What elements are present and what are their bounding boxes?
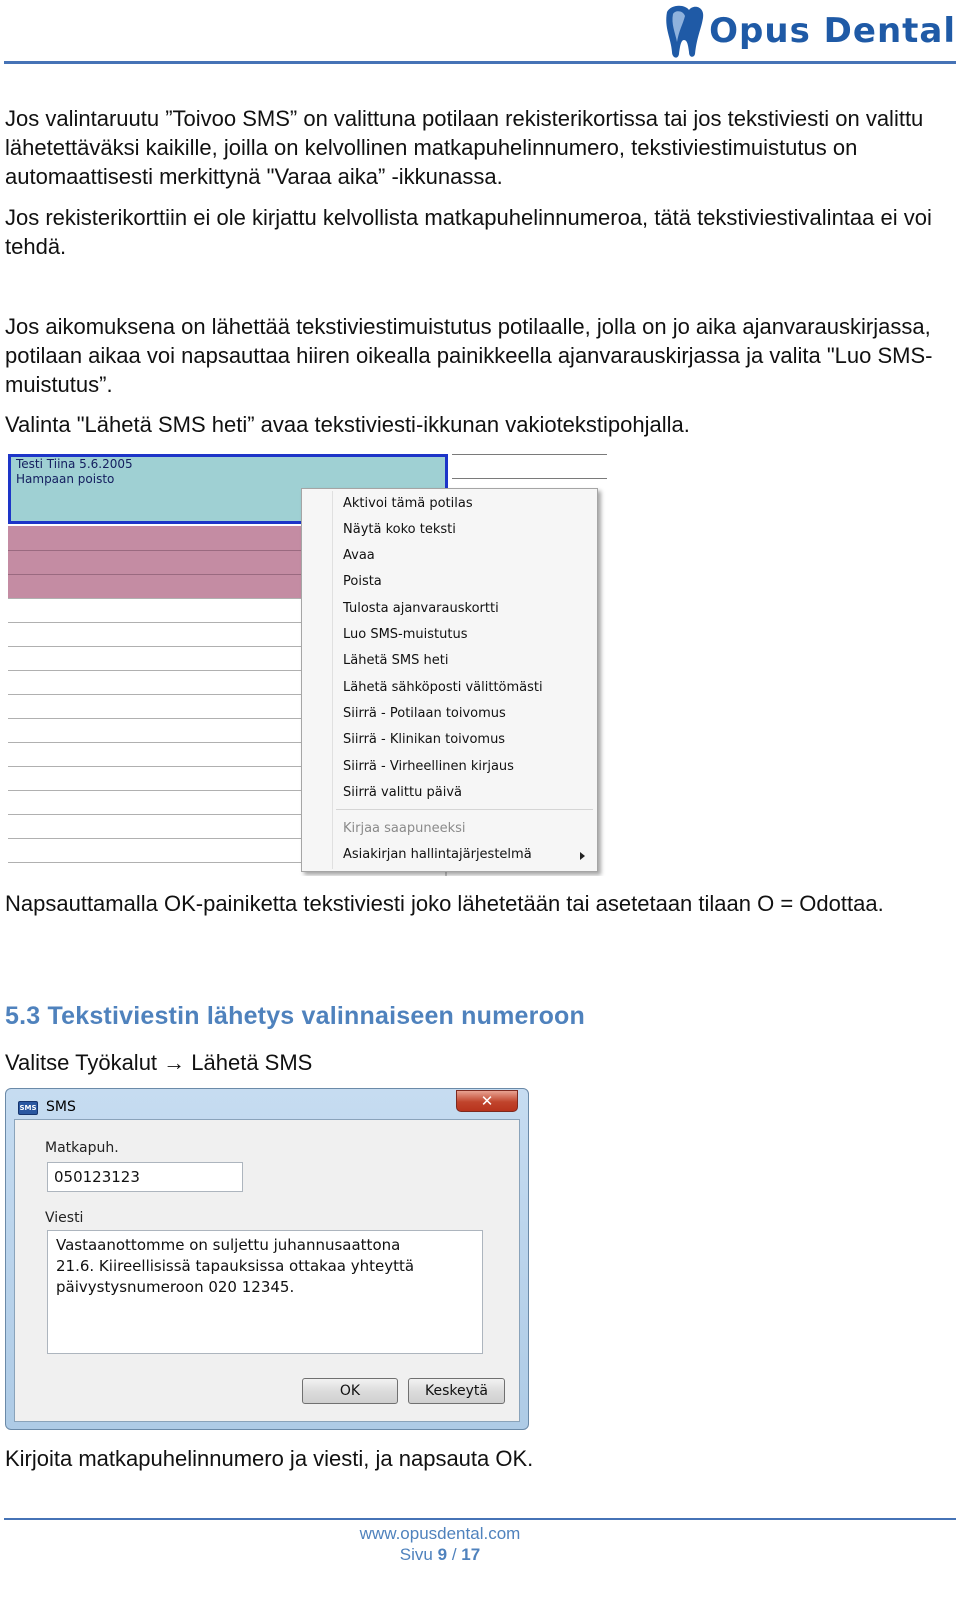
sms-app-icon: SMS — [18, 1101, 38, 1115]
phone-input[interactable] — [47, 1162, 243, 1192]
brand-logo — [661, 2, 956, 60]
page-number — [0, 1545, 880, 1565]
paragraph-sms-checkbox: Jos valintaruutu ”Toivoo SMS” on valittuna potilaan rekisterikortissa tai jos tekstiviesti on valittu lähetettäväksi kaikille, joilla on kelvollinen matkapuhelinnumero, tekstiviestimuistutus on automaattisesti merkittynä "Varaa aika” -ikkunassa. — [5, 106, 924, 189]
paragraph-ok-button: Napsauttamalla OK-painiketta tekstiviesti joko lähetetään tai asetetaan tilaan O = Odottaa. — [5, 891, 884, 916]
menu-item-activate-patient[interactable]: Aktivoi tämä potilas — [343, 496, 473, 511]
total-pages: 17 — [461, 1545, 481, 1564]
menu-item-print-card[interactable]: Tulosta ajanvarauskortti — [343, 601, 499, 616]
message-label: Viesti — [45, 1210, 84, 1226]
menu-item-document-management[interactable]: Asiakirjan hallintajärjestelmä — [343, 847, 532, 862]
paragraph-right-click: Jos aikomuksena on lähettää tekstiviestimuistutus potilaalle, jolla on jo aika ajanvarauskirjassa, potilaan aikaa voi napsauttaa hiiren oikealla painikkeella ajanvarauskirjassa ja valita "Luo SMS-muistutus”. — [5, 314, 933, 397]
sms-dialog — [5, 1088, 529, 1430]
calendar-row — [452, 478, 607, 479]
page-separator: / — [451, 1545, 457, 1564]
appointment-patient: Testi Tiina 5.6.2005 — [16, 457, 133, 471]
message-textarea[interactable]: Vastaanottomme on suljettu juhannusaattona 21.6. Kiireellisissä tapauksissa ottakaa yhteyttä päivystysnumeroon 020 12345. — [47, 1230, 483, 1354]
ok-button[interactable]: OK — [302, 1378, 398, 1404]
menu-item-send-sms-now[interactable]: Lähetä SMS heti — [343, 653, 449, 668]
menu-item-delete[interactable]: Poista — [343, 574, 382, 589]
close-button[interactable]: ✕ — [456, 1090, 518, 1112]
footer-url[interactable]: www.opusdental.com — [359, 1524, 521, 1543]
footer-rule — [4, 1518, 956, 1520]
menu-icon-gutter — [332, 491, 333, 869]
menu-item-move-clinic-request[interactable]: Siirrä - Klinikan toivomus — [343, 732, 506, 747]
header-rule — [4, 61, 956, 64]
dialog-body — [14, 1119, 520, 1422]
menu-item-mark-arrived: Kirjaa saapuneeksi — [343, 821, 466, 836]
calendar-screenshot — [5, 454, 620, 876]
tooth-icon — [661, 2, 707, 60]
menu-item-move-wrong-entry[interactable]: Siirrä - Virheellinen kirjaus — [343, 759, 514, 774]
menu-item-open[interactable]: Avaa — [343, 548, 375, 563]
page-header — [0, 0, 960, 66]
phone-label: Matkapuh. — [45, 1140, 119, 1156]
menu-item-show-full-text[interactable]: Näytä koko teksti — [343, 522, 456, 537]
brand-name: Opus Dental — [709, 11, 956, 51]
menu-item-create-sms-reminder[interactable]: Luo SMS-muistutus — [343, 627, 468, 642]
appointment-procedure: Hampaan poisto — [16, 472, 115, 486]
cancel-button[interactable]: Keskeytä — [408, 1378, 505, 1404]
current-page: 9 — [437, 1545, 448, 1564]
paragraph-send-now: Valinta "Lähetä SMS heti” avaa tekstiviesti-ikkunan vakiotekstipohjalla. — [5, 412, 690, 437]
menu-item-send-email[interactable]: Lähetä sähköposti välittömästi — [343, 680, 543, 695]
paragraph-invalid-number: Jos rekisterikorttiin ei ole kirjattu kelvollista matkapuhelinnumeroa, tätä tekstiviestivalintaa ei voi tehdä. — [5, 205, 932, 259]
context-menu — [301, 488, 598, 872]
page-prefix: Sivu — [399, 1545, 433, 1564]
paragraph-enter-number: Kirjoita matkapuhelinnumero ja viesti, ja napsauta OK. — [5, 1446, 534, 1471]
dialog-title: SMS — [46, 1099, 76, 1115]
menu-item-move-selected-day[interactable]: Siirrä valittu päivä — [343, 785, 462, 800]
section-heading: 5.3 Tekstiviestin lähetys valinnaiseen numeroon — [5, 1002, 585, 1030]
paragraph-tools-menu: Valitse Työkalut → Lähetä SMS — [5, 1050, 313, 1075]
calendar-row — [452, 454, 607, 455]
menu-item-move-patient-request[interactable]: Siirrä - Potilaan toivomus — [343, 706, 506, 721]
submenu-arrow-icon — [580, 852, 585, 860]
menu-separator — [336, 809, 593, 810]
